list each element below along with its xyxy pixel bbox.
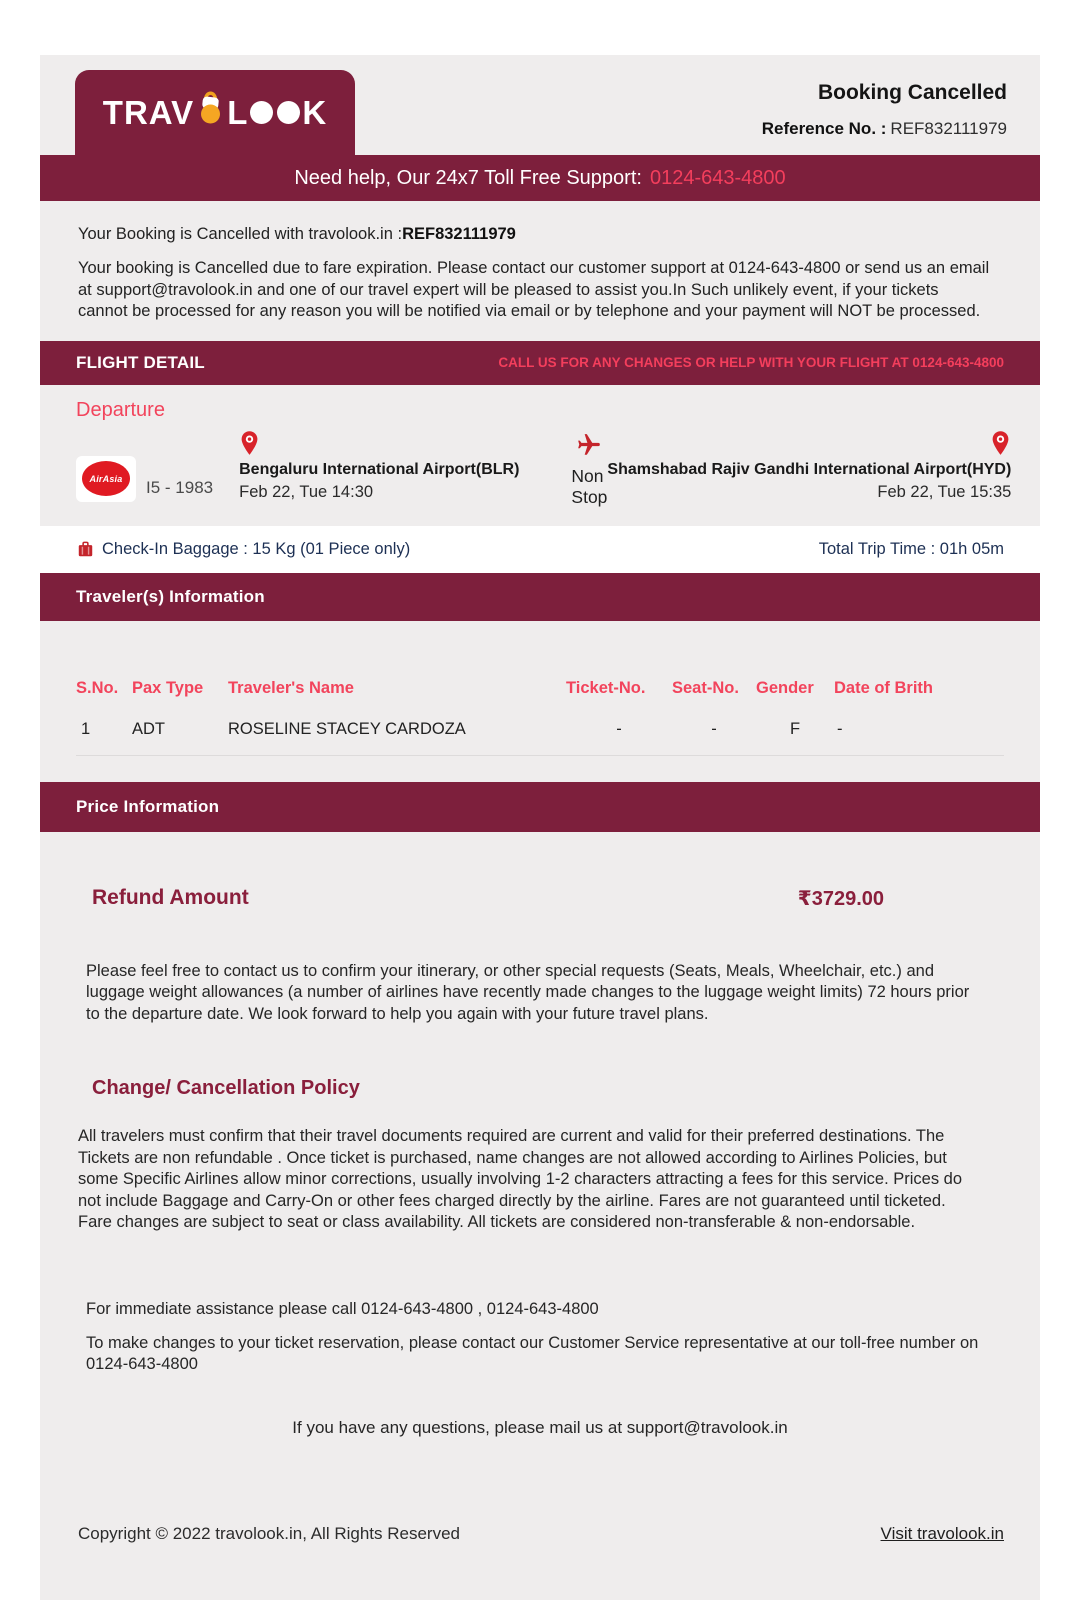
price-info-title: Price Information xyxy=(76,796,220,816)
logo-o-icon xyxy=(250,101,273,124)
policy-paragraph: All travelers must confirm that their travel documents required are current and valid for their preferred destinations. The Tickets are non refundable . Once ticket is purchased, name changes are not allowed according to Airlines Policies, but some Specific Airlines allow minor corrections, usually involving 1-2 characters attracting a fees for this service. Prices do not include Baggage and Carry-On or other fees charged directly by the airline. Fares are not guaranteed until ticketed. Fare changes are subject to seat or class availability. All tickets are considered non-transferable & non-endorsable. xyxy=(78,1127,963,1231)
bag-icon xyxy=(195,86,226,126)
airline-name: AirAsia xyxy=(89,473,123,484)
airasia-logo xyxy=(76,456,136,502)
col-sno: S.No. xyxy=(76,678,119,697)
header xyxy=(40,55,1040,155)
location-pin-icon xyxy=(239,430,260,457)
price-info-bar xyxy=(40,782,1040,832)
travolook-logo[interactable] xyxy=(75,70,355,155)
location-pin-icon xyxy=(990,430,1011,457)
questions-line: If you have any questions, please mail us at support@travolook.in xyxy=(292,1417,788,1437)
col-gender: Gender xyxy=(756,678,814,697)
cancellation-line xyxy=(78,225,1002,244)
departure-section xyxy=(40,385,1040,526)
arrival-airport: Shamshabad Rajiv Gandhi International Airport(HYD) xyxy=(607,460,1012,478)
flight-detail-title: FLIGHT DETAIL xyxy=(76,352,205,372)
plane-icon xyxy=(576,432,602,458)
travelers-table xyxy=(76,679,1004,756)
reference-label: Reference No. : xyxy=(761,119,887,138)
copyright-text: Copyright © 2022 travolook.in, All Rights Reserved xyxy=(78,1523,460,1543)
assistance-line: For immediate assistance please call 0124-643-4800 , 0124-643-4800 xyxy=(86,1299,599,1318)
cell-date-of-birth: - xyxy=(834,702,1004,756)
arrival-leg xyxy=(607,430,1011,502)
cell-seat-no: - xyxy=(672,702,756,756)
col-seat-no: Seat-No. xyxy=(672,678,739,697)
contact-paragraph: Please feel free to contact us to confirm your itinerary, or other special requests (Seats, Meals, Wheelchair, etc.) and luggage weight allowances (a number of airlines have recently made changes to the luggage weight limits) 72 hours prior to the departure date. We look forward to help you again with your future travel plans. xyxy=(86,961,970,1023)
table-row xyxy=(76,702,1004,756)
arrival-datetime: Feb 22, Tue 15:35 xyxy=(877,482,1012,501)
flight-call-us-note: CALL US FOR ANY CHANGES OR HELP WITH YOUR FLIGHT AT 0124-643-4800 xyxy=(498,355,1004,370)
flight-row xyxy=(76,430,1012,508)
logo-wordmark xyxy=(103,96,327,129)
travelers-info-bar xyxy=(40,573,1040,621)
baggage-icon xyxy=(76,540,95,559)
reference-number xyxy=(762,119,1007,139)
col-pax-type: Pax Type xyxy=(132,678,204,697)
flight-detail-bar xyxy=(40,341,1040,385)
table-header-row xyxy=(76,679,1004,702)
footer xyxy=(78,1524,1004,1544)
baggage-text: Check-In Baggage : 15 Kg (01 Piece only) xyxy=(102,539,411,558)
reference-value: REF832111979 xyxy=(890,119,1007,138)
stops-block xyxy=(571,432,607,508)
cancellation-line-text: Your Booking is Cancelled with travolook.in : xyxy=(78,225,403,243)
col-date-of-birth: Date of Brith xyxy=(834,678,933,697)
stops-label: Non Stop xyxy=(571,465,608,507)
trip-time: Total Trip Time : 01h 05m xyxy=(818,539,1004,558)
cell-traveler-name: ROSELINE STACEY CARDOZA xyxy=(228,702,566,756)
cell-sno: 1 xyxy=(76,702,132,756)
airasia-logo-ellipse xyxy=(82,461,130,496)
travelers-table-section xyxy=(40,621,1040,782)
logo-o-icon xyxy=(277,101,300,124)
header-right xyxy=(762,81,1007,139)
logo-text-l: L xyxy=(227,94,249,131)
support-text: Need help, Our 24x7 Toll Free Support: xyxy=(294,166,642,189)
airline-block xyxy=(76,456,213,502)
refund-label: Refund Amount xyxy=(92,886,249,909)
col-ticket-no: Ticket-No. xyxy=(566,678,646,697)
col-traveler-name: Traveler's Name xyxy=(228,678,354,697)
changes-line: To make changes to your ticket reservation, please contact our Customer Service representative at our toll-free number on 0124-643-4800 xyxy=(86,1333,979,1373)
support-phone-link[interactable]: 0124-643-4800 xyxy=(649,166,786,189)
flight-code: I5 - 1983 xyxy=(146,477,214,497)
cancellation-paragraph: Your booking is Cancelled due to fare expiration. Please contact our customer support at 0124-643-4800 or send us an email at support@travolook.in and one of our travel expert will be pleased to assist you.In Such unlikely event, if your tickets cannot be processed for any reason you will be notified via email or by telephone and your payment will NOT be processed. xyxy=(78,259,990,320)
booking-status-title: Booking Cancelled xyxy=(817,81,1007,104)
visit-travolook-link[interactable]: Visit travolook.in xyxy=(880,1523,1004,1543)
departure-leg xyxy=(239,430,519,502)
logo-text-k: K xyxy=(302,94,328,131)
cell-pax-type: ADT xyxy=(132,702,228,756)
refund-amount: ₹3729.00 xyxy=(797,887,884,910)
intro-section xyxy=(40,201,1040,341)
departure-airport: Bengaluru International Airport(BLR) xyxy=(239,460,520,478)
baggage-strip xyxy=(40,526,1040,573)
departure-heading: Departure xyxy=(76,398,165,421)
cancellation-line-ref: REF832111979 xyxy=(402,225,516,243)
refund-row xyxy=(40,886,1040,911)
cell-ticket-no: - xyxy=(566,702,672,756)
baggage-info xyxy=(76,540,410,559)
travelers-info-title: Traveler(s) Information xyxy=(76,586,265,606)
email-body xyxy=(40,55,1040,1600)
support-bar xyxy=(40,155,1040,201)
cell-gender: F xyxy=(756,702,834,756)
departure-datetime: Feb 22, Tue 14:30 xyxy=(239,482,374,501)
policy-heading: Change/ Cancellation Policy xyxy=(92,1077,360,1099)
logo-text-trav: TRAV xyxy=(102,94,195,131)
